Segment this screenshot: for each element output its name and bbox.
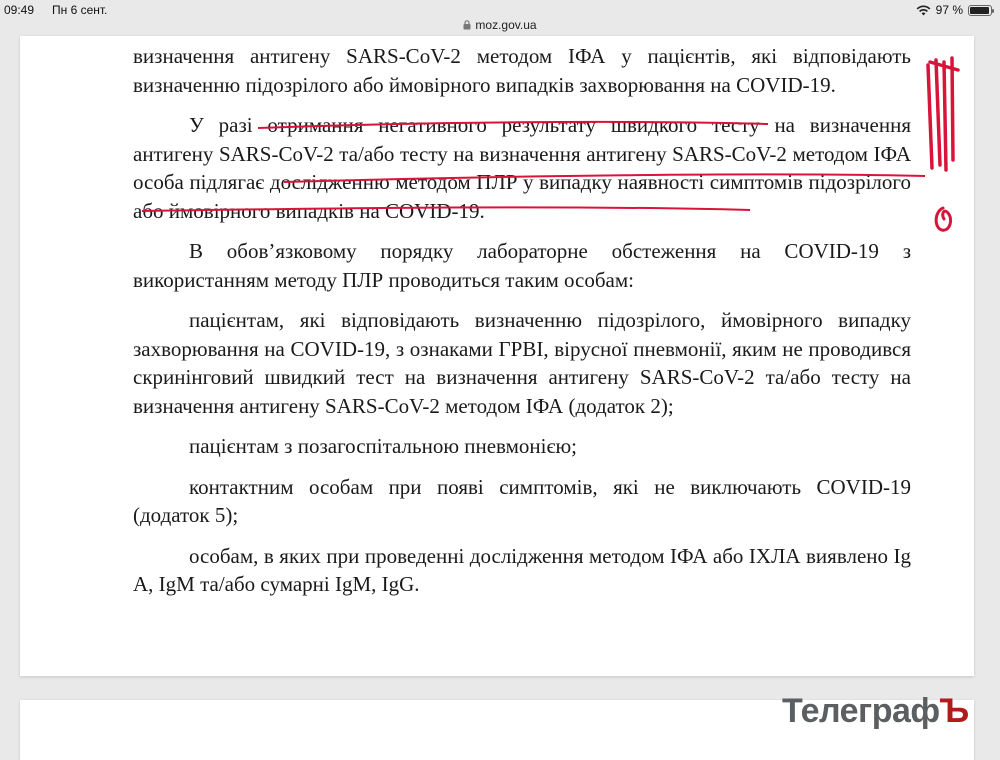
lock-icon [463,20,471,30]
watermark-hard-sign: Ъ [939,692,969,730]
paragraph-2: У разі отримання негативного результату швидкого тесту на визначення антигену SARS-CoV-2 та/або тесту на визначення антигену SARS-CoV-2 методом ІФА особа підлягає дослідженню методом ПЛР у випадку наявності симптомів підозрілого або ймовірного випадків на COVID-19. [133,113,911,223]
status-right [916,3,992,17]
url-text[interactable]: moz.gov.ua [475,18,537,32]
address-bar[interactable] [0,16,1000,34]
document-page [20,36,974,676]
paragraph-4: пацієнтам, які відповідають визначенню підозрілого, ймовірного випадку захворювання на COVID-19, з ознаками ГРВІ, вірусної пневмонії, яким не проводився скринінговий швидкий тест на визначення антигену SARS-CoV-2 та/або тесту на визначення антигену SARS-CoV-2 методом ІФА (додаток 2); [133,308,911,418]
wifi-icon [916,5,931,16]
paragraph-7: особам, в яких при проведенні дослідження методом ІФА або ІХЛА виявлено Ig A, IgM та/або сумарні IgM, IgG. [133,543,911,596]
battery-percent: 97 % [935,3,963,17]
paragraph-5: пацієнтам з позагоспітальною пневмонією; [189,434,578,458]
paragraph-6: контактним особам при появі симптомів, які не виключають COVID-19 (додаток 5); [133,474,911,527]
status-date: Пн 6 сент. [52,3,108,17]
status-time: 09:49 [4,3,35,17]
paragraph-3: В обов’язковому порядку лабораторне обстеження на COVID-19 з використанням методу ПЛР проводиться таким особам: [133,239,911,292]
watermark-text: Телеграф [782,692,940,730]
paragraph-1: визначення антигену SARS-CoV-2 методом ІФА у пацієнтів, які відповідають визначенню підозрілого або ймовірного випадків захворювання на COVID-19. [133,44,911,97]
telegraf-watermark [782,692,969,731]
document-text [133,42,911,611]
battery-icon [968,5,992,16]
